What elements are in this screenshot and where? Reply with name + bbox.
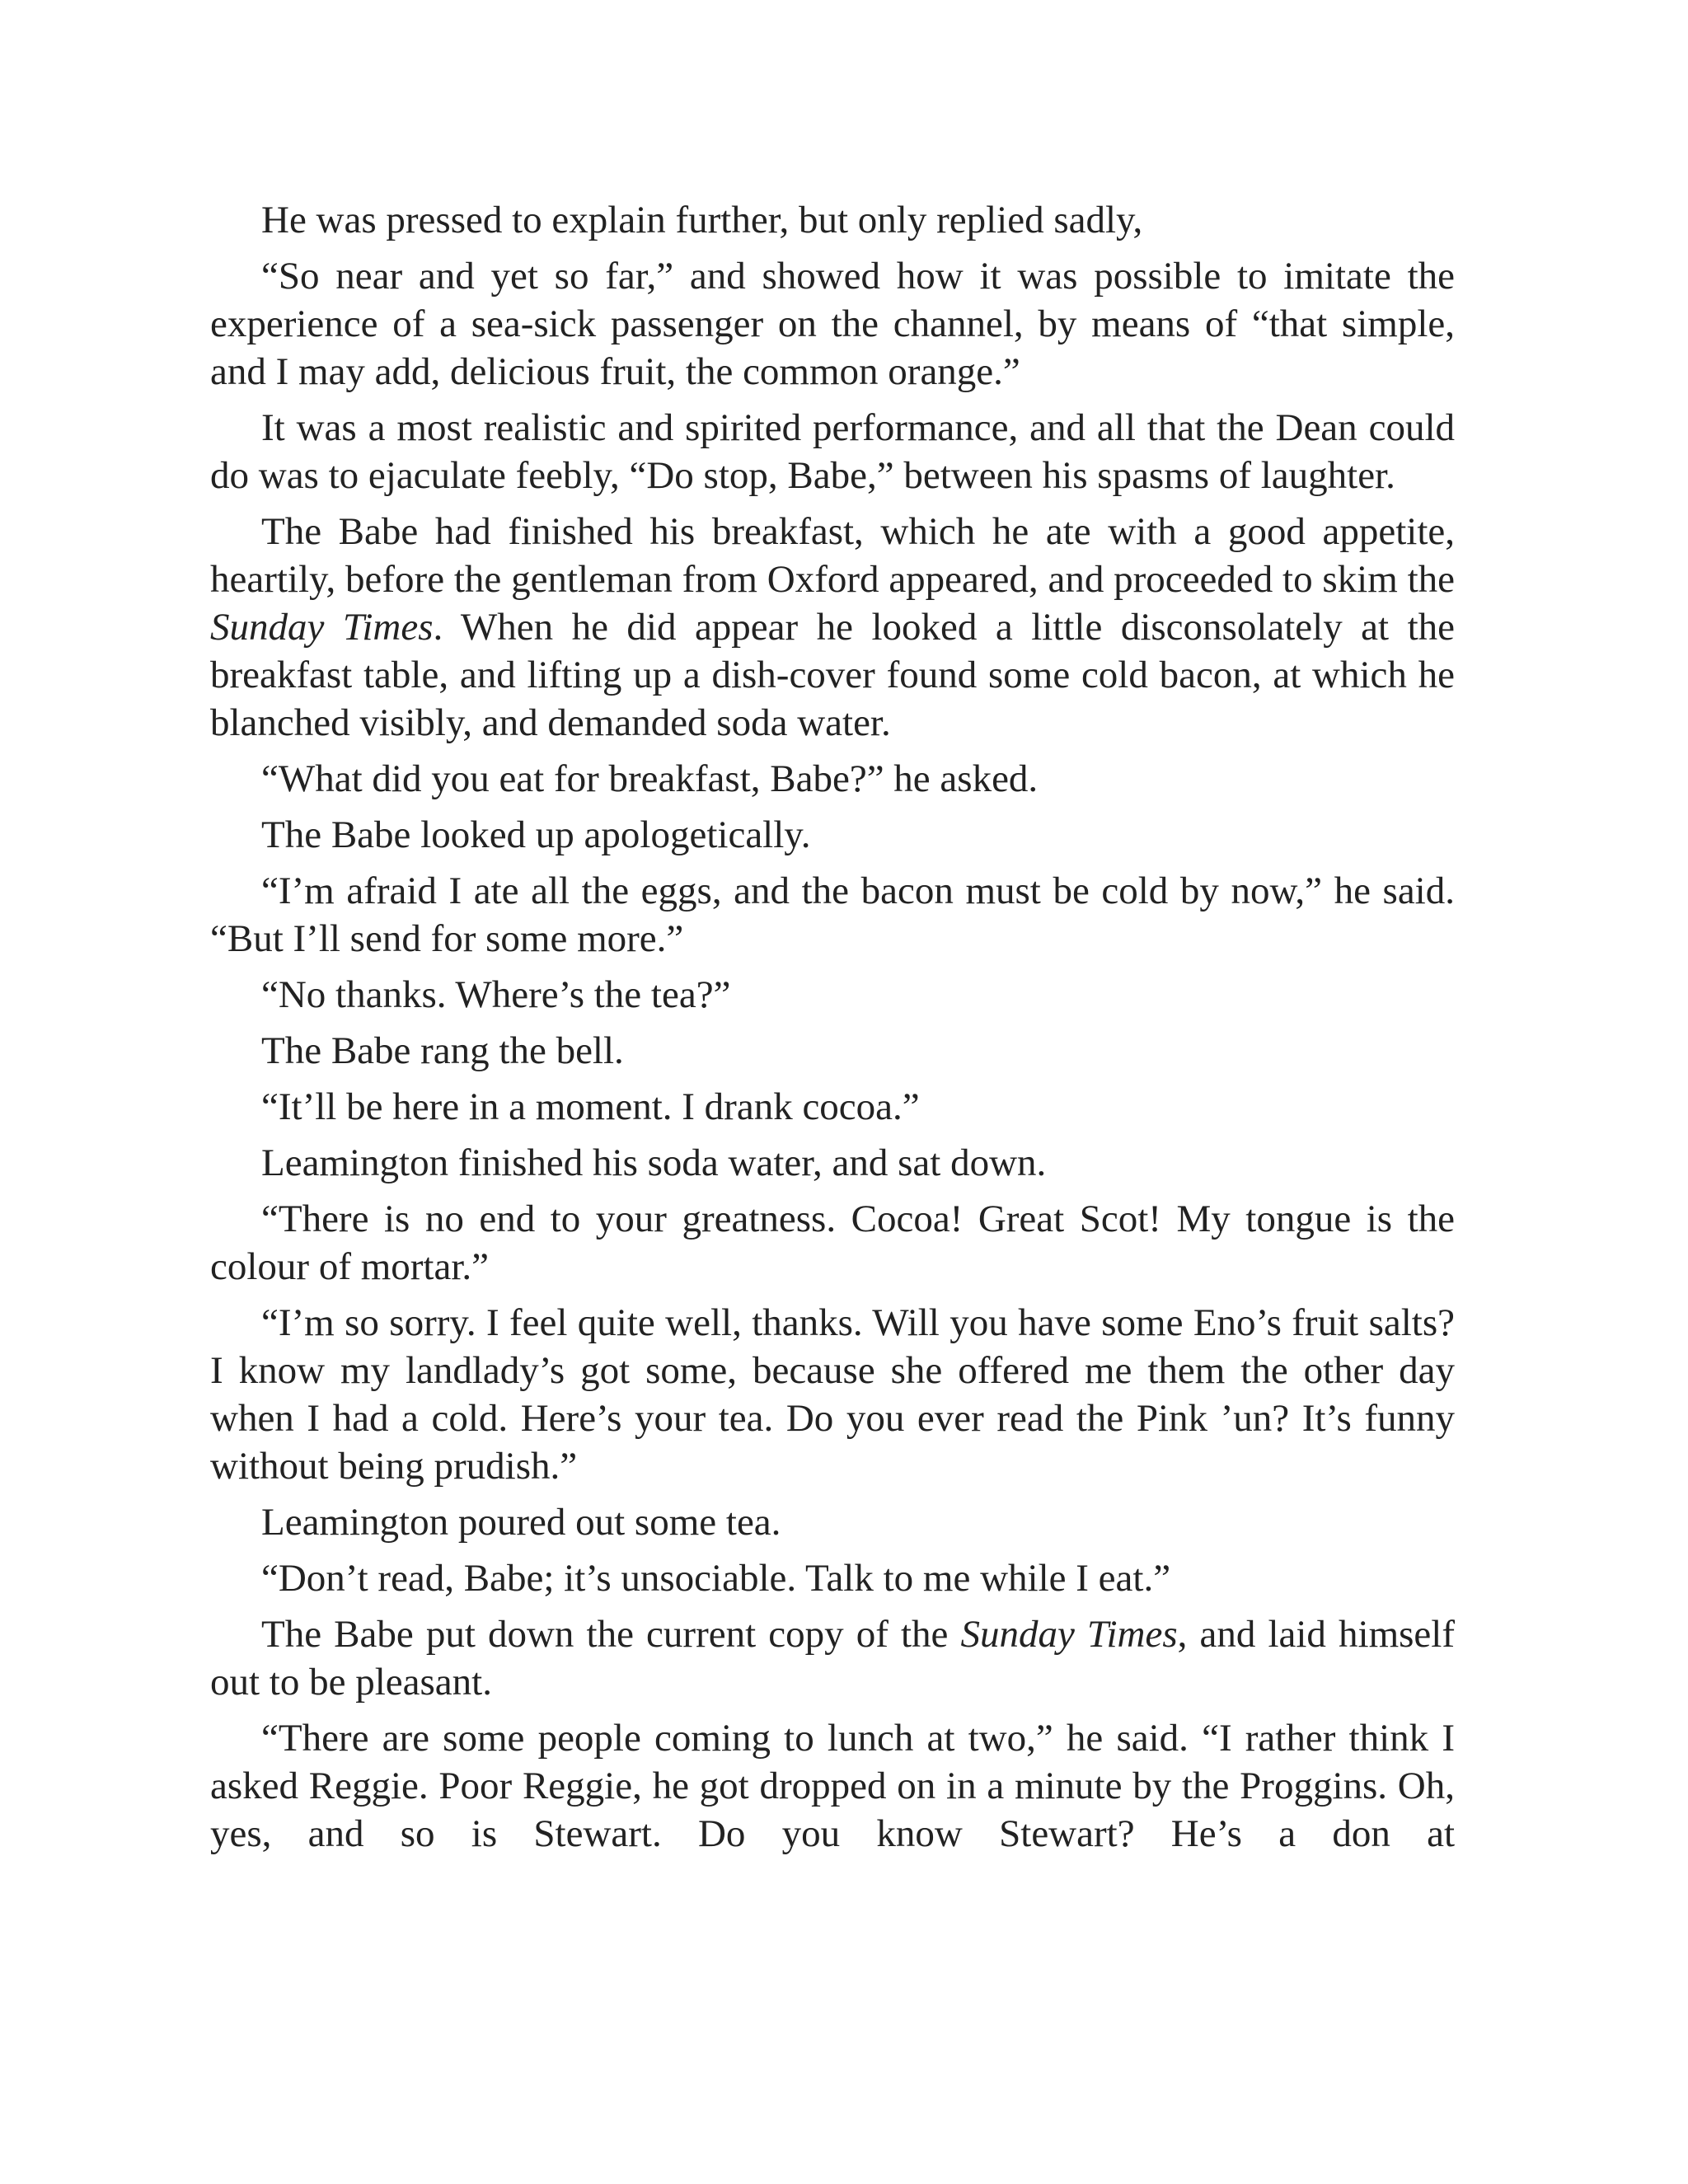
paragraph [210,508,1455,747]
paragraph [210,811,1455,859]
text-run: . When he did appear he looked a little disconsolately at the breakfast table, and lifting up a dish-cover found some cold bacon, at which he blanched visibly, and demanded soda water. [210,606,1455,744]
text-run: “Don’t read, Babe; it’s unsociable. Talk to me while I eat.” [261,1557,1171,1600]
text-run: The Babe looked up apologetically. [261,813,811,856]
text-run: “There are some people coming to lunch at two,” he said. “I rather think I asked Reggie. Poor Reggie, he got dropped on in a minute by the Proggins. Oh, yes, and so is Stewart. Do you know Stewart? He’s a don at [210,1717,1455,1855]
text-run: He was pressed to explain further, but only replied sadly, [261,199,1143,241]
paragraph [210,1714,1455,1858]
text-run: Leamington finished his soda water, and sat down. [261,1141,1047,1184]
text-run: , and laid himself out to be pleasant. [210,1613,1456,1704]
text-run: “I’m so sorry. I feel quite well, thanks. Will you have some Eno’s fruit salts? I know my landlady’s got some, because she offered me them the other day when I had a cold. Here’s your tea. Do you ever read the Pink ’un? It’s funny without being prudish.” [210,1301,1455,1488]
paragraph [210,1083,1455,1131]
text-run: “I’m afraid I ate all the eggs, and the bacon must be cold by now,” he said. “But I’ll send for some more.” [210,869,1455,960]
text-run: The Babe rang the bell. [261,1029,624,1072]
text-run: Leamington poured out some tea. [261,1501,781,1544]
text-run: “There is no end to your greatness. Cocoa! Great Scot! My tongue is the colour of mortar.” [210,1197,1455,1288]
text-run: The Babe put down the current copy of the [261,1613,961,1656]
paragraph [210,867,1455,963]
paragraph [210,404,1455,499]
text-run: “No thanks. Where’s the tea?” [261,973,731,1016]
paragraph [210,196,1455,244]
paragraph [210,252,1455,396]
paragraph [210,1498,1455,1546]
italic-title: Sunday Times [210,606,434,649]
paragraph [210,1195,1455,1291]
paragraph [210,755,1455,803]
paragraph [210,971,1455,1019]
text-run: The Babe had finished his breakfast, which he ate with a good appetite, heartily, before the gentleman from Oxford appeared, and proceeded to skim the [210,510,1455,601]
paragraph [210,1027,1455,1075]
text-run: “So near and yet so far,” and showed how it was possible to imitate the experience of a sea-sick passenger on the channel, by means of “that simple, and I may add, delicious fruit, the common orange.” [210,255,1455,393]
paragraph [210,1299,1455,1490]
page-body [210,196,1455,1866]
italic-title: Sunday Times [960,1613,1178,1656]
text-run: It was a most realistic and spirited performance, and all that the Dean could do was to ejaculate feebly, “Do stop, Babe,” between his spasms of laughter. [210,406,1455,497]
paragraph [210,1139,1455,1187]
paragraph [210,1554,1455,1602]
text-run: “What did you eat for breakfast, Babe?” he asked. [261,757,1039,800]
text-run: “It’ll be here in a moment. I drank cocoa.” [261,1085,920,1128]
paragraph [210,1610,1455,1706]
